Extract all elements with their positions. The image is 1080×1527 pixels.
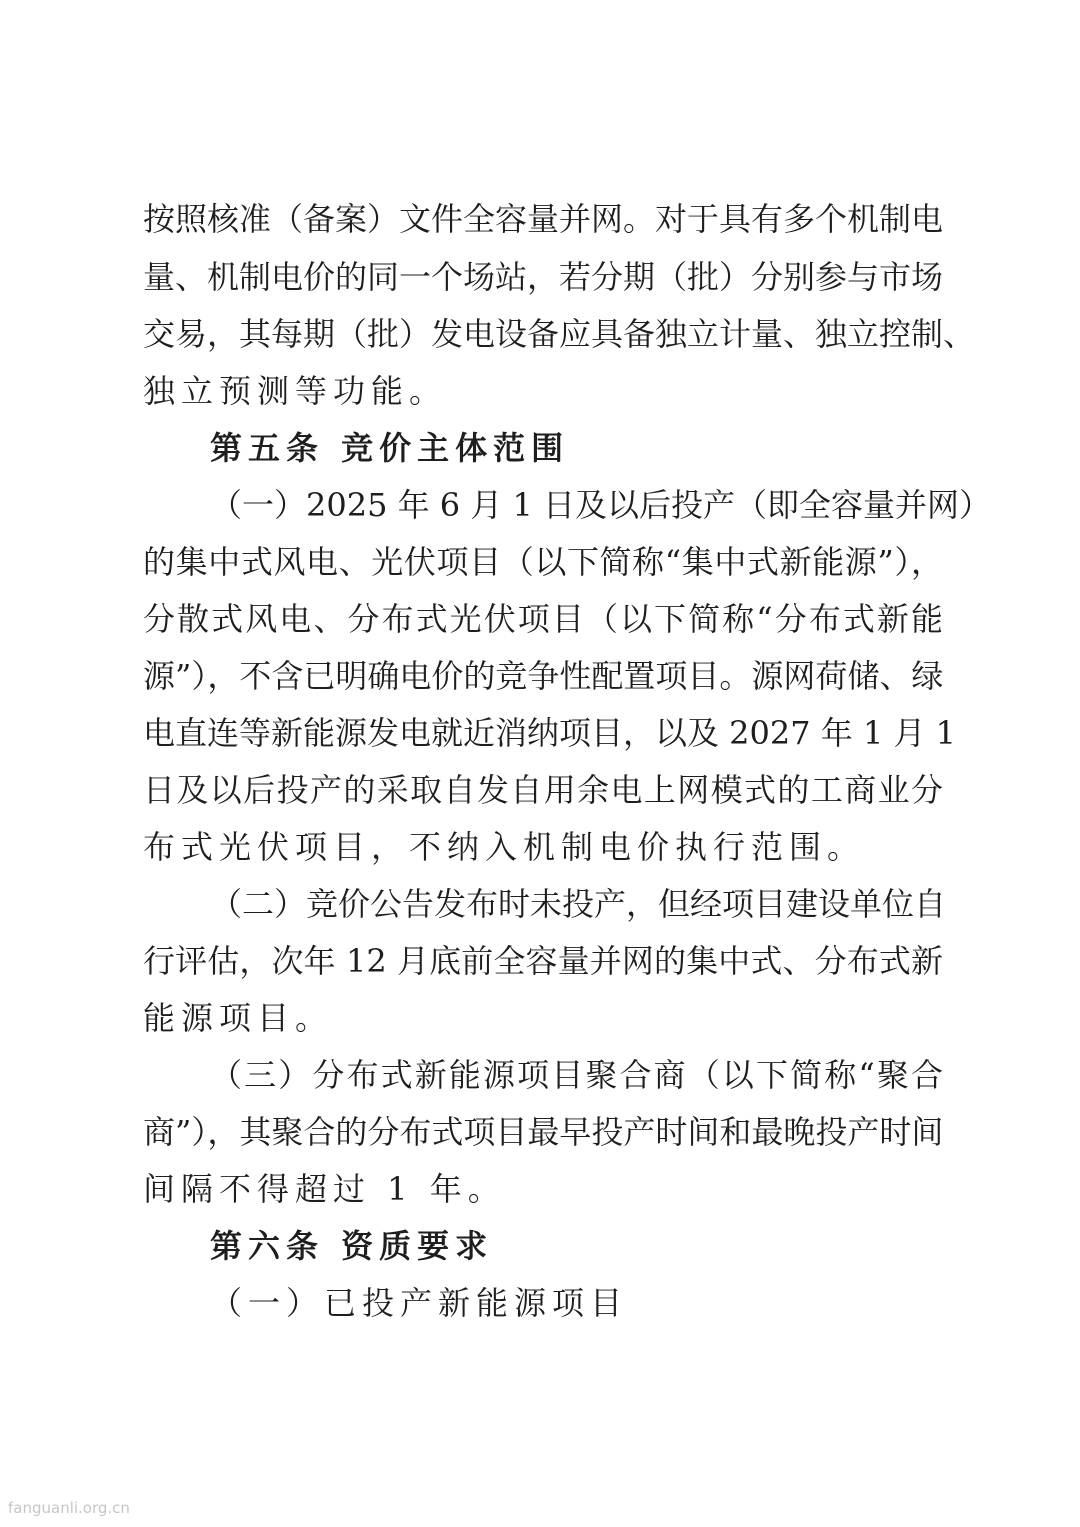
paragraph-line: 布式光伏项目，不纳入机制电价执行范围。 [143, 828, 866, 866]
paragraph-line: 行评估，次年 12 月底前全容量并网的集中式、分布式新 [143, 942, 943, 980]
paragraph-line: 日及以后投产的采取自发自用余电上网模式的工商业分 [143, 771, 943, 809]
paragraph-line: 能源项目。 [143, 999, 334, 1037]
paragraph-line: 间隔不得超过 1 年。 [143, 1170, 506, 1208]
paragraph-line: 独立预测等功能。 [143, 372, 448, 410]
section-heading-article-5: 第五条 竞价主体范围 [210, 429, 570, 467]
paragraph-line: 量、机制电价的同一个场站，若分期（批）分别参与市场 [143, 258, 944, 296]
section-heading-article-6: 第六条 资质要求 [210, 1227, 494, 1265]
paragraph-line: 按照核准（备案）文件全容量并网。对于具有多个机制电 [143, 200, 944, 238]
paragraph-line: 的集中式风电、光伏项目（以下简称“集中式新能源”）， [143, 543, 943, 581]
paragraph-line: 商”），其聚合的分布式项目最早投产时间和最晚投产时间 [143, 1113, 944, 1151]
paragraph-line: 源”），不含已明确电价的竞争性配置项目。源网荷储、绿 [143, 657, 944, 695]
paragraph-line: 交易，其每期（批）发电设备应具备独立计量、独立控制、 [143, 315, 976, 353]
paragraph-line: （一）已投产新能源项目 [210, 1284, 629, 1322]
paragraph-line: （三）分布式新能源项目聚合商（以下简称“聚合 [210, 1056, 943, 1094]
paragraph-line: 分散式风电、分布式光伏项目（以下简称“分布式新能 [143, 600, 943, 638]
watermark: fanguanli.org.cn [8, 1499, 130, 1517]
paragraph-line: （二）竞价公告发布时未投产，但经项目建设单位自 [210, 885, 947, 923]
paragraph-line: 电直连等新能源发电就近消纳项目，以及 2027 年 1 月 1 [143, 714, 957, 752]
paragraph-line: （一）2025 年 6 月 1 日及以后投产（即全容量并网） [210, 486, 992, 524]
